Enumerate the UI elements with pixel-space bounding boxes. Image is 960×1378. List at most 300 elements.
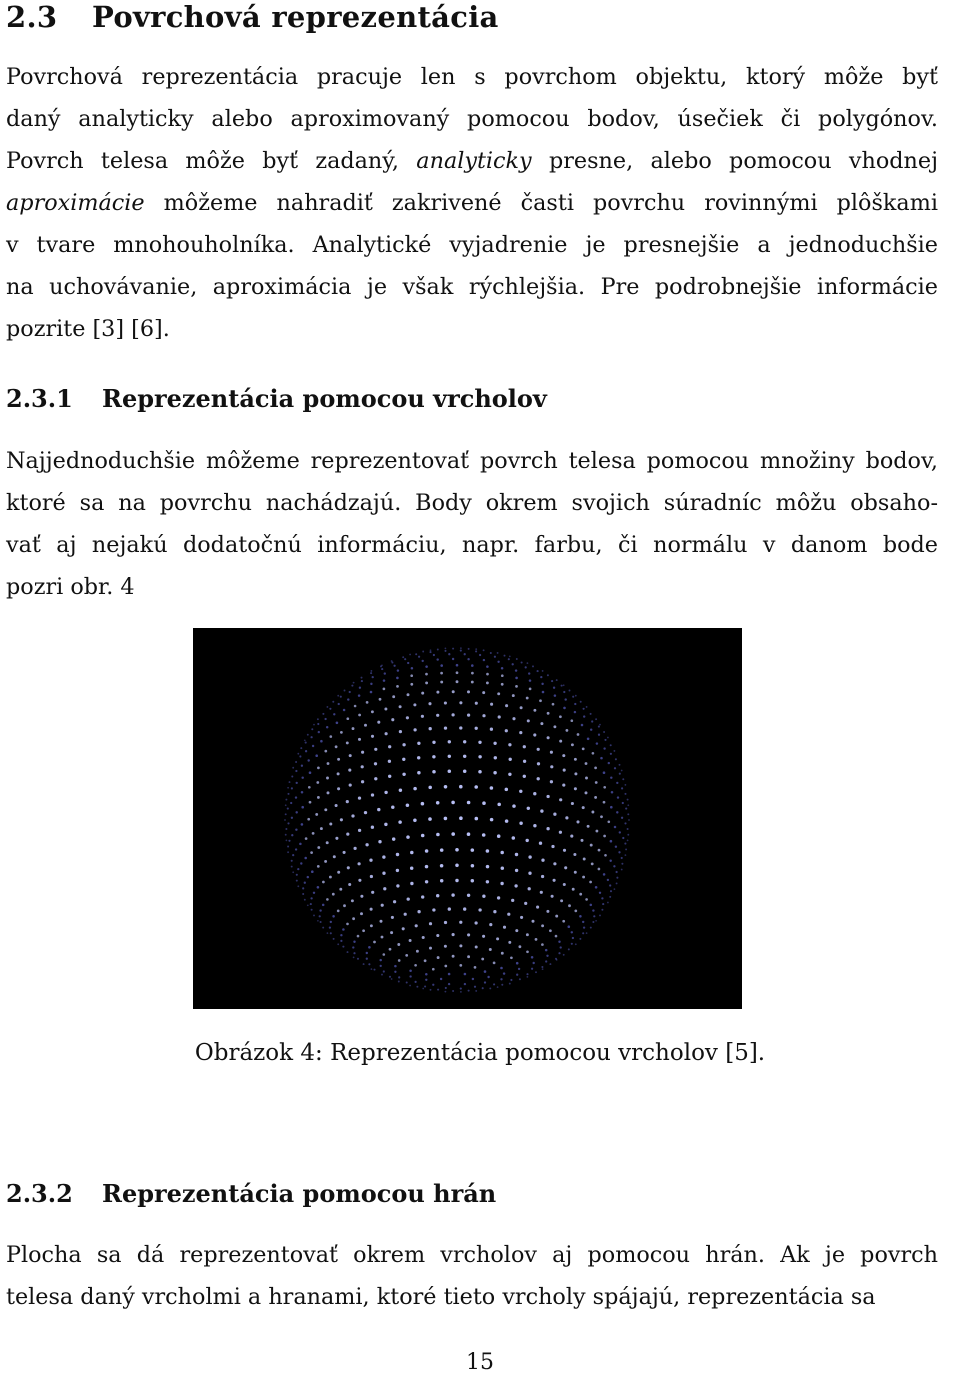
sphere-point [531,920,534,923]
sphere-point [417,910,420,913]
sphere-point [319,909,321,911]
sphere-point [451,893,454,896]
sphere-point [622,778,624,780]
sphere-point [444,650,446,652]
sphere-point [474,785,478,789]
sphere-point [371,968,373,970]
sphere-point [539,699,542,702]
sphere-point [417,742,420,745]
sphere-point [452,658,454,660]
sphere-point [570,719,573,722]
sphere-point [537,777,540,780]
sphere-point [521,661,523,663]
sphere-point [324,860,327,863]
sphere-point [352,727,355,730]
sphere-point [497,803,501,807]
sphere-point [415,924,418,927]
sphere-point [501,674,504,677]
subsection-heading-vertices [6,384,547,413]
sphere-point [528,855,531,858]
sphere-point [507,913,510,916]
sphere-point [393,900,396,903]
sphere-point [317,886,320,889]
sphere-point [436,833,440,837]
sphere-point [398,981,400,983]
sphere-point [610,840,613,843]
sphere-point [592,909,594,911]
sphere-point [479,654,481,656]
sphere-point [307,734,309,736]
sphere-point [563,883,566,886]
subsection-heading-edges [6,1179,496,1208]
sphere-point [565,816,568,819]
sphere-point [607,820,610,823]
sphere-point [407,897,410,900]
sphere-point [459,785,463,789]
sphere-point [493,910,496,913]
sphere-point [591,720,593,722]
sphere-point [610,890,612,892]
sphere-point [481,958,484,961]
sphere-point [320,921,322,923]
sphere-point [329,735,332,738]
sphere-point [407,662,409,664]
sphere-point [573,853,576,856]
sphere-point [574,871,577,874]
sphere-point [452,955,455,958]
sphere-point [582,806,585,809]
sphere-point [467,801,471,805]
sphere-point [340,696,342,698]
sphere-point [505,729,508,732]
sphere-point [484,970,487,973]
sphere-point [340,940,342,942]
sphere-point [547,736,550,739]
sphere-point [370,672,372,674]
sphere-point [333,855,336,858]
sphere-point [373,941,376,944]
sphere-point [397,669,399,671]
sphere-point [327,932,329,934]
sphere-point [371,826,374,829]
sphere-point [528,672,530,674]
text-run: telesa daný vrcholmi a hranami, ktoré tieto vrcholy spájajú, reprezentácia sa [6,1284,876,1310]
sphere-point [405,954,408,957]
sphere-point [363,963,365,965]
sphere-point [317,718,319,720]
sphere-point [315,813,318,816]
sphere-point [333,938,335,940]
sphere-point [448,770,452,774]
sphere-point [437,956,440,959]
sphere-point [396,677,399,680]
text-line [6,266,938,308]
sphere-point [357,935,360,938]
sphere-point [370,691,373,694]
sphere-point [558,940,560,942]
sphere-point [425,673,428,676]
sphere-point [320,740,323,743]
sphere-point [501,984,503,986]
sphere-point [553,687,555,689]
sphere-point [384,672,386,674]
sphere-point [383,887,386,890]
sphere-point [361,765,364,768]
sphere-point [301,806,304,809]
sphere-point [582,921,584,923]
sphere-point [536,906,539,909]
sphere-point [287,808,289,810]
sphere-point [467,894,470,897]
sphere-point [627,834,629,836]
sphere-point [315,754,318,757]
sphere-point [452,690,455,693]
sphere-point [285,834,287,836]
sphere-point [409,985,411,987]
sphere-point [371,793,374,796]
sphere-point [299,843,302,846]
sphere-point [391,661,393,663]
sphere-point [448,983,450,985]
sphere-point [489,948,492,951]
sphere-point [292,767,294,769]
sphere-point [490,703,493,706]
sphere-point [343,904,346,907]
sphere-point [468,990,470,992]
sphere-point [417,756,420,759]
sphere-point [595,781,598,784]
sphere-point [368,946,371,949]
sphere-point [402,773,405,776]
sphere-point [608,762,610,764]
sphere-point [330,921,332,923]
sphere-point [324,808,327,811]
sphere-point [622,837,624,839]
sphere-point [527,807,530,810]
sphere-point [433,654,435,656]
sphere-point [575,695,577,697]
figure-caption: Obrázok 4: Reprezentácia pomocou vrcholov [5]. [194,1040,766,1066]
sphere-point [291,860,293,862]
sphere-point [619,831,621,833]
sphere-point [511,899,514,902]
sphere-point [444,817,448,821]
sphere-point [599,914,601,916]
sphere-point [444,921,447,924]
sphere-point [414,981,416,983]
sphere-point [500,978,502,980]
subsection-number: 2.3.1 [6,384,73,413]
sphere-point [533,709,536,712]
sphere-point [591,862,594,865]
sphere-point [624,822,626,824]
sphere-point [562,754,565,757]
sphere-point [519,790,522,793]
sphere-point [396,853,399,856]
sphere-point [353,940,355,942]
sphere-point [468,648,470,650]
sphere-point [432,984,434,986]
text-line [6,566,938,608]
sphere-point [436,894,439,897]
sphere-point [574,758,577,761]
sphere-point [489,987,491,989]
text-run: Najjednoduchšie môžeme reprezentovať povrch telesa pomocou množiny bodov, [6,448,938,474]
sphere-point [596,742,598,744]
sphere-point [565,729,568,732]
sphere-point [590,927,592,929]
sphere-point [351,814,354,817]
sphere-point [384,791,387,794]
text-run: vať aj nejakú dodatočnú informáciu, napr. farbu, či normálu v danom bode [6,532,938,558]
sphere-point [464,973,467,976]
sphere-point [486,673,489,676]
sphere-point [383,679,386,682]
sphere-point [547,674,549,676]
sphere-point [429,922,432,925]
sphere-point [379,920,382,923]
sphere-point [475,946,478,949]
sphere-point [624,843,626,845]
sphere-point [621,787,623,789]
sphere-point [410,866,413,869]
sphere-point [549,963,551,965]
sphere-point [406,716,409,719]
text-line [6,98,938,140]
sphere-point [410,851,414,855]
sphere-point [611,791,614,794]
sphere-point [542,691,545,694]
sphere-point [432,741,435,744]
sphere-point [482,987,484,989]
sphere-point [448,907,451,910]
sphere-point [366,958,368,960]
sphere-point [497,652,499,654]
sphere-point [593,915,595,917]
sphere-point [421,895,424,898]
sphere-point [553,862,556,865]
sphere-point [564,866,567,869]
sphere-point [490,786,494,790]
sphere-point [428,702,431,705]
sphere-point [537,762,540,765]
edges-paragraph [6,1234,938,1318]
sphere-point [616,877,618,879]
sphere-point [353,847,356,850]
sphere-point [292,854,294,856]
sphere-point [346,717,349,720]
sphere-point [508,743,511,746]
sphere-point [604,854,607,857]
sphere-point [551,895,554,898]
sphere-point [402,656,404,658]
sphere-point [595,718,597,720]
sphere-point [430,649,432,651]
sphere-point [425,973,428,976]
sphere-point [309,801,312,804]
sphere-point [475,702,478,705]
sphere-point [348,769,351,772]
sphere-point [603,747,605,749]
sphere-point [514,884,517,887]
sphere-point [515,677,518,680]
sphere-point [308,786,311,789]
sphere-point [540,891,543,894]
sphere-points [284,647,630,993]
sphere-point [512,804,516,808]
sphere-point [615,758,617,760]
sphere-point [603,786,606,789]
sphere-point [509,758,512,761]
section-paragraph [6,56,938,350]
sphere-point [296,880,298,882]
sphere-point [398,959,401,962]
sphere-point [500,851,504,855]
sphere-point [603,835,606,838]
sphere-point [459,921,462,924]
sphere-point [437,989,439,991]
sphere-point [540,722,543,725]
sphere-point [432,968,435,971]
sphere-point [382,855,385,858]
sphere-point [598,849,601,852]
sphere-point [370,924,373,927]
sphere-point [541,924,544,927]
sphere-point [459,701,462,704]
sphere-point [307,759,309,761]
sphere-point [327,791,330,794]
sphere-point [301,765,303,767]
sphere-point [417,771,420,774]
sphere-point [358,694,361,697]
sphere-point [528,872,531,875]
text-run: Plocha sa dá reprezentovať okrem vrcholov aj pomocou hrán. Ak je povrch [6,1242,938,1268]
sphere-point [571,802,574,805]
sphere-point [574,772,577,775]
sphere-point [409,970,412,973]
sphere-point [601,909,603,911]
text-line [6,56,938,98]
sphere-point [398,820,402,824]
sphere-point [425,865,429,869]
sphere-point [337,787,340,790]
sphere-point [563,684,565,686]
sphere-point [318,731,320,733]
sphere-point [493,771,496,774]
sphere-point [380,665,382,667]
sphere-point [409,975,411,977]
sphere-point [523,745,526,748]
sphere-point [579,938,581,940]
sphere-point [482,895,485,898]
sphere-point [340,934,342,936]
sphere-point [430,989,432,991]
sphere-point [436,934,439,937]
sphere-point [464,653,466,655]
sphere-point [503,972,505,974]
sphere-point [545,960,547,962]
sphere-point [512,717,515,720]
sphere-point [471,672,474,675]
sphere-point [571,743,574,746]
sphere-point [524,902,527,905]
sphere-point [358,738,361,741]
sphere-point [535,938,538,941]
sphere-point [295,761,297,763]
sphere-point [364,811,367,814]
sphere-point [370,875,373,878]
sphere-point [482,935,485,938]
sphere-point [339,888,342,891]
sphere-point [583,715,585,717]
sphere-point [392,695,395,698]
sphere-point [291,787,293,789]
sphere-point [556,679,558,681]
sphere-point [326,841,329,844]
sphere-point [301,791,304,794]
sphere-point [374,777,377,780]
sphere-point [478,908,481,911]
section-heading [6,0,499,34]
sphere-point [526,950,529,953]
text-line [6,524,938,566]
sphere-point [510,979,512,981]
sphere-point [326,726,328,728]
sphere-point [300,747,302,749]
sphere-point [406,835,410,839]
sphere-point [455,879,458,882]
sphere-point [347,866,350,869]
sphere-point [475,990,477,992]
sphere-point [310,851,313,854]
sphere-point [482,801,486,805]
sphere-point [383,970,385,972]
sphere-point [619,773,621,775]
sphere-point [361,780,364,783]
sphere-point [342,928,345,931]
sphere-point [493,962,496,965]
sphere-point [563,691,565,693]
sphere-point [486,665,489,668]
sphere-point [451,713,454,716]
sphere-point [326,777,329,780]
sphere-point [440,978,442,980]
sphere-point [360,895,363,898]
sphere-point [291,817,293,819]
sphere-point [301,776,303,778]
sphere-point [519,978,521,980]
sphere-point [467,658,469,660]
sphere-point [609,859,611,861]
sphere-point [551,845,554,848]
sphere-point [381,974,383,976]
sphere-point [324,718,326,720]
sphere-point [444,785,448,789]
sphere-point [563,849,566,852]
sphere-point [568,948,570,950]
sphere-point [569,690,571,692]
sphere-point [379,698,382,701]
sphere-point [287,787,289,789]
sphere-point [452,648,454,650]
sphere-point [624,793,626,795]
sphere-point [349,691,351,693]
sphere-point [553,879,556,882]
sphere-point [594,767,597,770]
sphere-point [471,879,474,882]
sphere-point [429,651,431,653]
sphere-point [407,693,410,696]
